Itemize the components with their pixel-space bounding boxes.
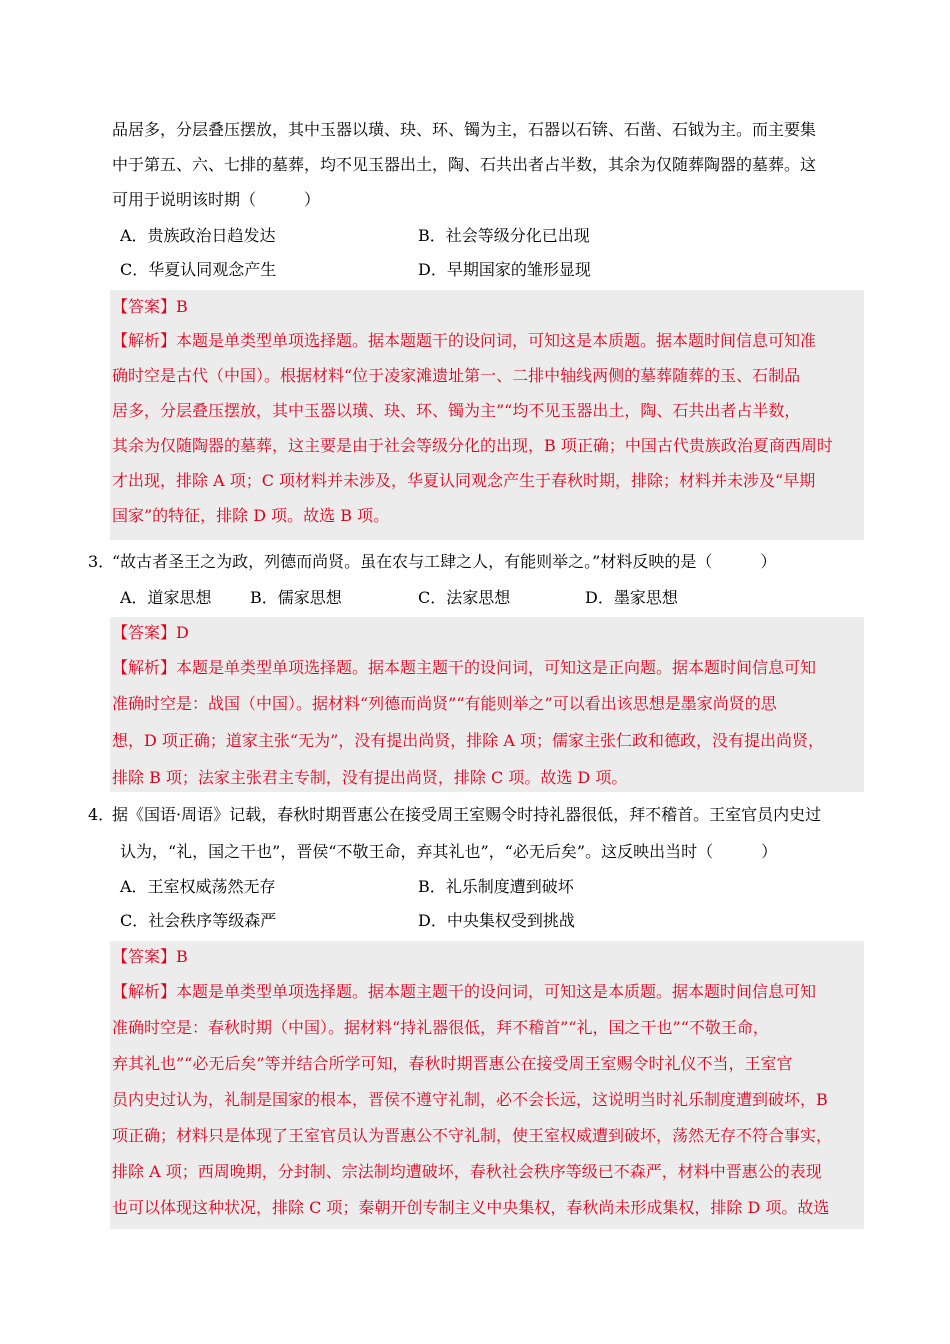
q4-stem-line-2: 认为，“礼，国之干也”，晋侯“不敬王命，弃其礼也”，“必无后矣”。这反映出当时（ ）: [120, 842, 778, 861]
q2-stem-line-1: 品居多，分层叠压摆放，其中玉器以璜、玦、环、镯为主，石器以石锛、石凿、石钺为主。而主要集: [112, 120, 817, 139]
q4-analysis-line-1: 【解析】本题是单类型单项选择题。据本题主题干的设问词，可知这是本质题。据本题时间信息可知: [112, 982, 817, 1001]
q2-stem-line-3: 可用于说明该时期（ ）: [112, 190, 321, 209]
q2-analysis-line-5: 才出现，排除 A 项；C 项材料并未涉及，华夏认同观念产生于春秋时期，排除；材料并未涉及“早期: [112, 471, 816, 490]
q3-analysis-line-4: 排除 B 项；法家主张君主专制，没有提出尚贤，排除 C 项。故选 D 项。: [112, 768, 628, 787]
q2-answer: 【答案】B: [112, 297, 188, 316]
q3-analysis-line-3: 想，D 项正确；道家主张“无为”，没有提出尚贤，排除 A 项；儒家主张仁政和德政，没有提出尚贤，: [112, 731, 825, 750]
q3-answer: 【答案】D: [112, 623, 189, 642]
q4-number: 4．: [88, 805, 115, 824]
q3-analysis-line-2: 准确时空是：战国（中国）。据材料“列德而尚贤”“有能则举之”可以看出该思想是墨家尚贤的思: [112, 694, 777, 713]
q4-option-a[interactable]: A．王室权威荡然无存: [120, 877, 276, 896]
q2-analysis-line-1: 【解析】本题是单类型单项选择题。据本题题干的设问词，可知这是本质题。据本题时间信息可知准: [112, 331, 817, 350]
q4-analysis-line-6: 排除 A 项；西周晚期，分封制、宗法制均遭破坏，春秋社会秩序等级已不森严，材料中晋惠公的表现: [112, 1162, 822, 1181]
q3-option-c[interactable]: C．法家思想: [418, 588, 511, 607]
q2-option-d[interactable]: D．早期国家的雏形显现: [418, 260, 591, 279]
q3-option-b[interactable]: B．儒家思想: [250, 588, 342, 607]
q2-option-b[interactable]: B．社会等级分化已出现: [418, 226, 590, 245]
q2-option-a[interactable]: A．贵族政治日趋发达: [120, 226, 276, 245]
q4-analysis-line-2: 准确时空是：春秋时期（中国）。据材料“持礼器很低，拜不稽首”“礼，国之干也”“不敬王命，: [112, 1018, 769, 1037]
q3-option-a[interactable]: A．道家思想: [120, 588, 212, 607]
q4-option-c[interactable]: C．社会秩序等级森严: [120, 911, 277, 930]
q3-stem: “故古者圣王之为政，列德而尚贤。虽在农与工肆之人，有能则举之。”材料反映的是（ ）: [112, 552, 777, 571]
q3-analysis-line-1: 【解析】本题是单类型单项选择题。据本题主题干的设问词，可知这是正向题。据本题时间信息可知: [112, 658, 817, 677]
q4-analysis-line-3: 弃其礼也”“必无后矣”等并结合所学可知，春秋时期晋惠公在接受周王室赐令时礼仪不当，王室官: [112, 1054, 793, 1073]
q4-analysis-line-4: 员内史过认为，礼制是国家的根本，晋侯不遵守礼制，必不会长远，这说明当时礼乐制度遭到破坏，B: [112, 1090, 828, 1109]
q4-option-d[interactable]: D．中央集权受到挑战: [418, 911, 575, 930]
q4-analysis-line-5: 项正确；材料只是体现了王室官员认为晋惠公不守礼制，使王室权威遭到破坏，荡然无存不符合事实，: [112, 1126, 833, 1145]
q2-analysis-line-3: 居多，分层叠压摆放，其中玉器以璜、玦、环、镯为主”“均不见玉器出土，陶、石共出者占半数，: [112, 401, 801, 420]
q2-analysis-line-4: 其余为仅随陶器的墓葬，这主要是由于社会等级分化的出现，B 项正确；中国古代贵族政治夏商西周时: [112, 436, 833, 455]
q2-analysis-line-2: 确时空是古代（中国）。根据材料“位于凌家滩遗址第一、二排中轴线两侧的墓葬随葬的玉、石制品: [112, 366, 801, 385]
q2-analysis-line-6: 国家”的特征，排除 D 项。故选 B 项。: [112, 506, 390, 525]
q3-number: 3．: [88, 552, 115, 571]
q4-analysis-line-7: 也可以体现这种状况，排除 C 项；秦朝开创专制主义中央集权，春秋尚未形成集权，排除 D 项。故选: [112, 1198, 830, 1217]
q4-option-b[interactable]: B．礼乐制度遭到破坏: [418, 877, 574, 896]
q2-stem-line-2: 中于第五、六、七排的墓葬，均不见玉器出土，陶、石共出者占半数，其余为仅随葬陶器的墓葬。这: [112, 155, 817, 174]
q4-answer: 【答案】B: [112, 947, 188, 966]
q3-option-d[interactable]: D．墨家思想: [585, 588, 678, 607]
q2-option-c[interactable]: C．华夏认同观念产生: [120, 260, 277, 279]
q4-stem-line-1: 据《国语·周语》记载，春秋时期晋惠公在接受周王室赐令时持礼器很低，拜不稽首。王室官员内史过: [112, 805, 822, 824]
